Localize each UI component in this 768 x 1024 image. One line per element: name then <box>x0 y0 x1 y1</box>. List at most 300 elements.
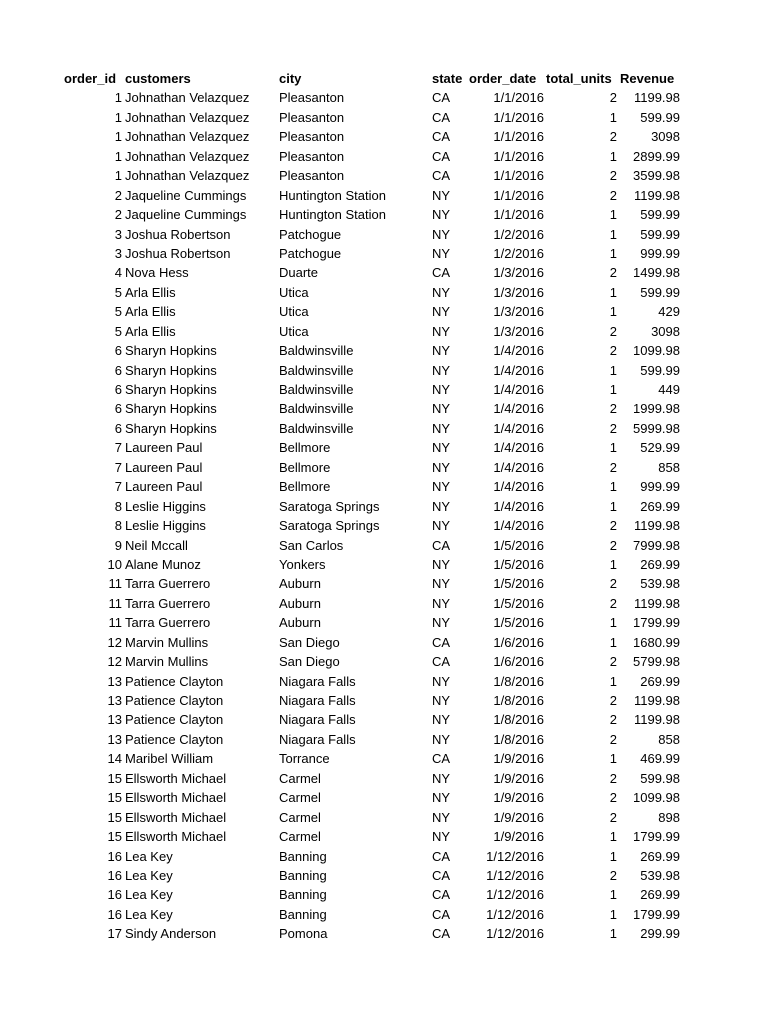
cell-customer: Joshua Robertson <box>125 245 231 261</box>
table-row <box>0 808 768 827</box>
cell-revenue: 529.99 <box>640 440 680 456</box>
cell-revenue: 1199.98 <box>633 187 680 203</box>
cell-revenue: 599.99 <box>640 109 680 125</box>
cell-total-units: 1 <box>609 751 617 767</box>
cell-revenue: 7999.98 <box>633 537 680 553</box>
table-row <box>0 127 768 146</box>
cell-order-date: 1/5/2016 <box>493 576 544 592</box>
cell-order-date: 1/9/2016 <box>493 770 544 786</box>
cell-revenue: 1199.98 <box>633 518 680 534</box>
cell-revenue: 299.99 <box>640 926 680 942</box>
cell-revenue: 1099.98 <box>633 790 680 806</box>
cell-state: CA <box>432 848 451 864</box>
cell-state: NY <box>432 479 451 495</box>
cell-city: Baldwinsville <box>279 401 354 417</box>
table-row <box>0 361 768 380</box>
cell-city: Carmel <box>279 770 321 786</box>
cell-order-date: 1/12/2016 <box>486 867 544 883</box>
cell-revenue: 599.99 <box>640 362 680 378</box>
cell-customer: Tarra Guerrero <box>125 615 211 631</box>
cell-city: Banning <box>279 848 327 864</box>
table-row <box>0 263 768 282</box>
cell-state: NY <box>432 518 451 534</box>
cell-state: CA <box>432 537 451 553</box>
cell-customer: Jaqueline Cummings <box>125 187 247 203</box>
cell-order-id: 5 <box>114 284 122 300</box>
cell-order-date: 1/5/2016 <box>493 595 544 611</box>
cell-customer: Joshua Robertson <box>125 226 231 242</box>
cell-city: Saratoga Springs <box>279 518 380 534</box>
cell-revenue: 1799.99 <box>633 906 680 922</box>
cell-total-units: 1 <box>609 440 617 456</box>
cell-state: NY <box>432 304 451 320</box>
cell-revenue: 5999.98 <box>633 420 680 436</box>
table-row <box>0 555 768 574</box>
cell-order-date: 1/9/2016 <box>493 751 544 767</box>
cell-order-date: 1/1/2016 <box>493 187 544 203</box>
cell-order-date: 1/6/2016 <box>493 634 544 650</box>
cell-customer: Johnathan Velazquez <box>125 129 250 145</box>
table-row <box>0 516 768 535</box>
cell-order-id: 11 <box>108 595 122 611</box>
cell-state: CA <box>432 129 451 145</box>
cell-city: Auburn <box>279 576 321 592</box>
cell-city: Baldwinsville <box>279 420 354 436</box>
cell-state: NY <box>432 576 451 592</box>
cell-state: NY <box>432 498 451 514</box>
cell-total-units: 2 <box>609 693 617 708</box>
cell-order-date: 1/4/2016 <box>493 401 544 417</box>
cell-order-date: 1/12/2016 <box>486 887 544 903</box>
cell-customer: Johnathan Velazquez <box>125 148 250 164</box>
cell-order-id: 6 <box>114 362 122 378</box>
cell-customer: Laureen Paul <box>125 479 203 495</box>
table-header-row <box>0 69 768 88</box>
cell-city: Torrance <box>279 751 330 767</box>
cell-city: Auburn <box>279 615 321 631</box>
cell-order-date: 1/8/2016 <box>493 712 544 728</box>
cell-order-date: 1/3/2016 <box>493 265 544 281</box>
cell-city: Baldwinsville <box>279 382 354 397</box>
cell-state: NY <box>432 809 451 825</box>
table-row <box>0 574 768 593</box>
cell-order-id: 6 <box>114 382 122 397</box>
cell-total-units: 2 <box>609 401 617 417</box>
cell-order-id: 7 <box>114 440 122 456</box>
cell-revenue: 269.99 <box>640 887 680 903</box>
cell-order-date: 1/3/2016 <box>493 284 544 300</box>
cell-order-id: 16 <box>107 887 122 903</box>
cell-state: CA <box>432 90 451 106</box>
cell-total-units: 2 <box>609 343 617 359</box>
cell-revenue: 1680.99 <box>633 634 680 650</box>
cell-customer: Alane Munoz <box>125 556 201 572</box>
table-row <box>0 691 768 710</box>
cell-state: CA <box>432 867 451 883</box>
cell-total-units: 2 <box>609 790 617 806</box>
cell-order-id: 1 <box>114 148 122 164</box>
cell-revenue: 449 <box>658 382 680 397</box>
cell-order-date: 1/2/2016 <box>493 245 544 261</box>
table-row <box>0 730 768 749</box>
cell-city: Saratoga Springs <box>279 498 380 514</box>
cell-total-units: 1 <box>609 926 617 942</box>
cell-total-units: 2 <box>609 459 617 475</box>
cell-order-id: 16 <box>107 867 122 883</box>
cell-total-units: 1 <box>609 556 617 572</box>
header-city: city <box>279 71 302 86</box>
table-row <box>0 458 768 477</box>
cell-customer: Marvin Mullins <box>125 634 209 650</box>
cell-customer: Sharyn Hopkins <box>125 420 217 436</box>
cell-city: Patchogue <box>279 245 342 261</box>
cell-order-id: 6 <box>114 343 122 359</box>
cell-state: CA <box>432 926 451 942</box>
cell-state: NY <box>432 790 451 806</box>
cell-customer: Patience Clayton <box>125 673 224 689</box>
table-row <box>0 924 768 943</box>
cell-order-id: 1 <box>114 168 122 184</box>
cell-customer: Ellsworth Michael <box>125 790 227 806</box>
table-row <box>0 225 768 244</box>
cell-state: NY <box>432 323 451 339</box>
cell-city: Huntington Station <box>279 207 386 223</box>
cell-revenue: 5799.98 <box>633 654 680 670</box>
cell-order-date: 1/1/2016 <box>493 148 544 164</box>
cell-customer: Patience Clayton <box>125 731 224 747</box>
cell-customer: Lea Key <box>125 848 173 864</box>
orders-table <box>0 69 768 944</box>
cell-revenue: 2899.99 <box>633 148 680 164</box>
cell-city: Duarte <box>279 265 319 281</box>
cell-state: NY <box>432 420 451 436</box>
cell-total-units: 2 <box>609 731 617 747</box>
cell-order-id: 9 <box>114 537 122 553</box>
cell-customer: Ellsworth Michael <box>125 829 227 845</box>
table-row <box>0 166 768 185</box>
cell-revenue: 599.99 <box>640 284 680 300</box>
cell-city: Yonkers <box>279 556 326 572</box>
cell-total-units: 1 <box>609 207 617 223</box>
table-row <box>0 283 768 302</box>
cell-state: NY <box>432 226 451 242</box>
cell-order-date: 1/4/2016 <box>493 362 544 378</box>
cell-order-id: 5 <box>114 323 122 339</box>
cell-order-date: 1/1/2016 <box>493 90 544 106</box>
table-row <box>0 788 768 807</box>
cell-revenue: 858 <box>658 459 680 475</box>
cell-state: CA <box>432 109 451 125</box>
cell-order-id: 17 <box>107 926 122 942</box>
table-row <box>0 341 768 360</box>
cell-total-units: 1 <box>609 673 617 689</box>
cell-city: Carmel <box>279 809 321 825</box>
cell-city: Baldwinsville <box>279 362 354 378</box>
cell-city: Carmel <box>279 829 321 845</box>
cell-order-id: 3 <box>114 245 122 261</box>
cell-revenue: 3098 <box>651 129 680 145</box>
cell-city: Carmel <box>279 790 321 806</box>
cell-order-id: 2 <box>114 187 122 203</box>
cell-revenue: 999.99 <box>640 245 680 261</box>
cell-revenue: 1199.98 <box>633 595 680 611</box>
cell-city: San Carlos <box>279 537 344 553</box>
cell-total-units: 1 <box>609 304 617 320</box>
table-row <box>0 710 768 729</box>
cell-revenue: 898 <box>658 809 680 825</box>
table-row <box>0 866 768 885</box>
cell-customer: Ellsworth Michael <box>125 770 227 786</box>
cell-state: CA <box>432 265 451 281</box>
cell-order-id: 2 <box>114 207 122 223</box>
cell-total-units: 1 <box>609 109 617 125</box>
cell-customer: Johnathan Velazquez <box>125 109 250 125</box>
cell-order-id: 16 <box>107 906 122 922</box>
cell-revenue: 3098 <box>651 323 680 339</box>
cell-total-units: 1 <box>609 362 617 378</box>
cell-city: Niagara Falls <box>279 693 356 708</box>
cell-total-units: 2 <box>609 654 617 670</box>
cell-order-date: 1/5/2016 <box>493 537 544 553</box>
cell-order-id: 12 <box>107 654 122 670</box>
cell-city: Pleasanton <box>279 90 345 106</box>
cell-customer: Johnathan Velazquez <box>125 168 250 184</box>
header-total-units: total_units <box>546 71 612 86</box>
cell-order-date: 1/4/2016 <box>493 479 544 495</box>
table-body <box>0 88 768 943</box>
cell-order-date: 1/3/2016 <box>493 323 544 339</box>
cell-order-id: 16 <box>107 848 122 864</box>
cell-customer: Lea Key <box>125 867 173 883</box>
cell-order-date: 1/9/2016 <box>493 829 544 845</box>
cell-order-date: 1/8/2016 <box>493 693 544 708</box>
cell-order-id: 15 <box>107 770 122 786</box>
cell-order-date: 1/12/2016 <box>486 906 544 922</box>
cell-total-units: 2 <box>609 168 617 184</box>
cell-customer: Johnathan Velazquez <box>125 90 250 106</box>
cell-order-id: 5 <box>114 304 122 320</box>
cell-state: NY <box>432 382 451 397</box>
cell-customer: Marvin Mullins <box>125 654 209 670</box>
cell-state: NY <box>432 770 451 786</box>
cell-customer: Ellsworth Michael <box>125 809 227 825</box>
cell-total-units: 1 <box>609 284 617 300</box>
cell-total-units: 2 <box>609 770 617 786</box>
cell-revenue: 1199.98 <box>633 712 680 728</box>
cell-order-date: 1/1/2016 <box>493 207 544 223</box>
cell-total-units: 2 <box>609 187 617 203</box>
cell-customer: Arla Ellis <box>125 284 176 300</box>
cell-total-units: 2 <box>609 809 617 825</box>
cell-order-date: 1/4/2016 <box>493 343 544 359</box>
cell-order-id: 1 <box>114 109 122 125</box>
cell-revenue: 1099.98 <box>633 343 680 359</box>
cell-city: Baldwinsville <box>279 343 354 359</box>
cell-customer: Sindy Anderson <box>125 926 217 942</box>
cell-customer: Sharyn Hopkins <box>125 401 217 417</box>
cell-total-units: 2 <box>609 595 617 611</box>
cell-state: CA <box>432 634 451 650</box>
cell-state: NY <box>432 284 451 300</box>
cell-order-id: 13 <box>107 712 122 728</box>
table-row <box>0 244 768 263</box>
cell-state: NY <box>432 440 451 456</box>
cell-order-date: 1/1/2016 <box>493 109 544 125</box>
cell-city: Pleasanton <box>279 129 345 145</box>
table-row <box>0 88 768 107</box>
cell-state: NY <box>432 362 451 378</box>
cell-order-id: 15 <box>107 790 122 806</box>
table-row <box>0 497 768 516</box>
cell-total-units: 2 <box>609 90 617 106</box>
cell-city: Niagara Falls <box>279 712 356 728</box>
cell-total-units: 2 <box>609 537 617 553</box>
cell-total-units: 2 <box>609 712 617 728</box>
cell-state: NY <box>432 615 451 631</box>
cell-order-id: 1 <box>114 129 122 145</box>
cell-total-units: 1 <box>609 245 617 261</box>
cell-city: San Diego <box>279 634 340 650</box>
cell-customer: Laureen Paul <box>125 440 203 456</box>
cell-revenue: 269.99 <box>640 848 680 864</box>
cell-state: CA <box>432 168 451 184</box>
cell-order-date: 1/4/2016 <box>493 459 544 475</box>
cell-order-date: 1/9/2016 <box>493 790 544 806</box>
cell-order-id: 12 <box>107 634 122 650</box>
cell-city: Patchogue <box>279 226 342 242</box>
cell-revenue: 429 <box>658 304 680 320</box>
cell-customer: Patience Clayton <box>125 693 224 708</box>
cell-order-date: 1/8/2016 <box>493 731 544 747</box>
cell-order-id: 7 <box>114 459 122 475</box>
cell-state: CA <box>432 148 451 164</box>
cell-customer: Laureen Paul <box>125 459 203 475</box>
cell-order-date: 1/4/2016 <box>493 498 544 514</box>
cell-city: Utica <box>279 304 309 320</box>
cell-customer: Patience Clayton <box>125 712 224 728</box>
cell-total-units: 1 <box>609 615 617 631</box>
cell-order-date: 1/9/2016 <box>493 809 544 825</box>
cell-city: Pleasanton <box>279 109 345 125</box>
cell-city: Utica <box>279 323 309 339</box>
table-row <box>0 322 768 341</box>
cell-order-id: 13 <box>107 693 122 708</box>
cell-state: NY <box>432 343 451 359</box>
table-row <box>0 147 768 166</box>
cell-order-date: 1/1/2016 <box>493 129 544 145</box>
table-row <box>0 652 768 671</box>
cell-total-units: 1 <box>609 148 617 164</box>
cell-order-id: 4 <box>114 265 122 281</box>
cell-total-units: 1 <box>609 226 617 242</box>
cell-revenue: 1499.98 <box>633 265 680 281</box>
cell-state: CA <box>432 654 451 670</box>
cell-order-date: 1/1/2016 <box>493 168 544 184</box>
cell-total-units: 1 <box>609 479 617 495</box>
cell-state: NY <box>432 556 451 572</box>
table-row <box>0 827 768 846</box>
cell-revenue: 1199.98 <box>633 90 680 106</box>
table-row <box>0 672 768 691</box>
cell-state: NY <box>432 207 451 223</box>
cell-total-units: 1 <box>609 829 617 845</box>
cell-total-units: 1 <box>609 498 617 514</box>
cell-order-date: 1/4/2016 <box>493 420 544 436</box>
table-row <box>0 108 768 127</box>
cell-order-date: 1/12/2016 <box>486 926 544 942</box>
cell-order-id: 15 <box>107 829 122 845</box>
cell-state: NY <box>432 712 451 728</box>
cell-order-id: 6 <box>114 420 122 436</box>
cell-customer: Leslie Higgins <box>125 498 206 514</box>
cell-state: NY <box>432 829 451 845</box>
cell-order-date: 1/4/2016 <box>493 440 544 456</box>
cell-order-id: 6 <box>114 401 122 417</box>
table-row <box>0 477 768 496</box>
cell-order-id: 14 <box>107 751 122 767</box>
cell-city: Banning <box>279 867 327 883</box>
cell-city: Bellmore <box>279 479 331 495</box>
cell-order-date: 1/8/2016 <box>493 673 544 689</box>
cell-order-id: 10 <box>107 556 122 572</box>
cell-city: Niagara Falls <box>279 731 356 747</box>
cell-customer: Sharyn Hopkins <box>125 362 217 378</box>
table-row <box>0 633 768 652</box>
table-row <box>0 769 768 788</box>
cell-total-units: 1 <box>609 887 617 903</box>
cell-revenue: 269.99 <box>640 673 680 689</box>
cell-revenue: 269.99 <box>640 556 680 572</box>
cell-revenue: 269.99 <box>640 498 680 514</box>
cell-revenue: 999.99 <box>640 479 680 495</box>
cell-state: CA <box>432 906 451 922</box>
cell-customer: Sharyn Hopkins <box>125 343 217 359</box>
cell-customer: Lea Key <box>125 887 173 903</box>
cell-order-date: 1/6/2016 <box>493 654 544 670</box>
cell-order-id: 11 <box>108 615 122 631</box>
cell-order-id: 3 <box>114 226 122 242</box>
cell-city: Utica <box>279 284 309 300</box>
cell-total-units: 1 <box>609 382 617 397</box>
cell-city: Pleasanton <box>279 168 345 184</box>
table-row <box>0 905 768 924</box>
cell-revenue: 1799.99 <box>633 615 680 631</box>
cell-customer: Arla Ellis <box>125 323 176 339</box>
cell-city: Huntington Station <box>279 187 386 203</box>
cell-order-id: 8 <box>114 498 122 514</box>
cell-total-units: 2 <box>609 518 617 534</box>
cell-state: CA <box>432 887 451 903</box>
cell-revenue: 1999.98 <box>633 401 680 417</box>
cell-customer: Jaqueline Cummings <box>125 207 247 223</box>
cell-order-id: 8 <box>114 518 122 534</box>
cell-city: Pleasanton <box>279 148 345 164</box>
cell-state: CA <box>432 751 451 767</box>
cell-city: Banning <box>279 906 327 922</box>
cell-city: Banning <box>279 887 327 903</box>
cell-order-id: 7 <box>114 479 122 495</box>
table-row <box>0 594 768 613</box>
cell-revenue: 1799.99 <box>633 829 680 845</box>
cell-state: NY <box>432 187 451 203</box>
header-state: state <box>432 71 463 86</box>
table-row <box>0 419 768 438</box>
cell-revenue: 599.98 <box>640 770 680 786</box>
cell-total-units: 2 <box>609 576 617 592</box>
cell-total-units: 2 <box>609 323 617 339</box>
cell-state: NY <box>432 595 451 611</box>
table-row <box>0 399 768 418</box>
